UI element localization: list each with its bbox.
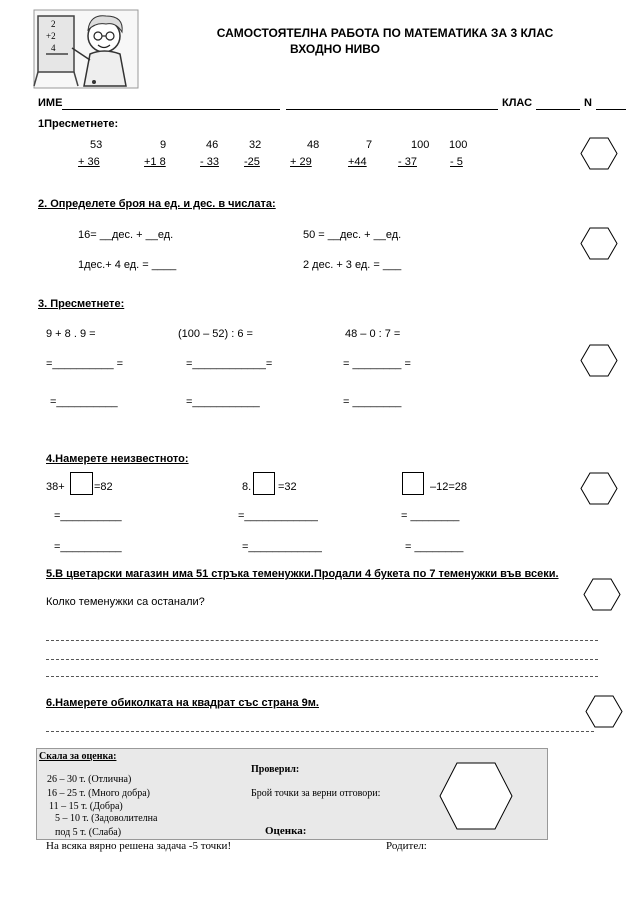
class-field[interactable] — [536, 109, 580, 110]
task4-row3-1: =__________ — [54, 541, 122, 553]
task4-expr1-right: =82 — [94, 481, 113, 493]
task1-bottom-7: - 37 — [398, 156, 417, 168]
number-field[interactable] — [596, 109, 626, 110]
task3-row3-3: = ________ — [343, 396, 402, 408]
score-hexagon-6-icon[interactable] — [585, 695, 623, 728]
task4-unknown-box-2[interactable] — [253, 472, 275, 495]
task1-bottom-6: +44 — [348, 156, 367, 168]
surname-field[interactable] — [286, 109, 498, 110]
task4-expr3-right: –12=28 — [430, 481, 468, 493]
task1-top-7: 100 — [411, 139, 430, 151]
grade-row-1: 26 – 30 т. (Отлична) — [47, 774, 132, 785]
answer-line-3[interactable] — [46, 676, 598, 677]
task3-title: 3. Пресметнете: — [38, 298, 125, 310]
score-hexagon-4-icon[interactable] — [580, 472, 618, 505]
task2-item-1: 16= __дес. + __ед. — [78, 229, 174, 241]
answer-line-2[interactable] — [46, 659, 598, 660]
logo-number-2: +2 — [46, 31, 56, 41]
task4-expr2-right: =32 — [278, 481, 297, 493]
score-hexagon-2-icon[interactable] — [580, 227, 618, 260]
task1-top-1: 53 — [90, 139, 103, 151]
task3-row2-3: = ________ = — [343, 358, 411, 370]
task1-top-4: 32 — [249, 139, 262, 151]
task5-title: 5.В цветарски магазин има 51 стръка теменужки.Продали 4 букета по 7 теменужки във всеки. — [46, 568, 559, 580]
score-hexagon-3-icon[interactable] — [580, 344, 618, 377]
task1-top-6: 7 — [366, 139, 373, 151]
logo-number-1: 2 — [51, 19, 56, 29]
footer-note: На всяка вярно решена задача -5 точки! — [46, 840, 232, 852]
task3-expr-3: 48 – 0 : 7 = — [345, 328, 401, 340]
grade-label: Оценка: — [265, 825, 307, 837]
task6-title: 6.Намерете обиколката на квадрат със страна 9м. — [46, 697, 319, 709]
task1-top-3: 46 — [206, 139, 219, 151]
task5-question: Колко теменужки са останали? — [46, 596, 205, 608]
task3-row2-1: =__________ = — [46, 358, 124, 370]
grading-title: Скала за оценка: — [39, 751, 117, 762]
parent-label: Родител: — [386, 840, 427, 852]
task2-item-2: 50 = __дес. + __ед. — [303, 229, 402, 241]
task1-bottom-5: + 29 — [290, 156, 312, 168]
task3-row2-2: =____________= — [186, 358, 273, 370]
task3-expr-1: 9 + 8 . 9 = — [46, 328, 96, 340]
task1-bottom-8: - 5 — [450, 156, 463, 168]
task4-row2-2: =____________ — [238, 510, 318, 522]
grade-row-5: под 5 т. (Слаба) — [55, 827, 122, 838]
task3-row3-1: =__________ — [50, 396, 118, 408]
answer-line-1[interactable] — [46, 640, 598, 641]
task4-row3-2: =____________ — [242, 541, 322, 553]
task4-row3-3: = ________ — [405, 541, 464, 553]
teacher-logo — [32, 8, 140, 90]
class-label: КЛАС — [502, 97, 533, 109]
points-label: Брой точки за верни отговори: — [251, 788, 381, 799]
logo-number-3: 4 — [51, 43, 56, 53]
task4-title: 4.Намерете неизвестното: — [46, 453, 189, 465]
task4-row2-1: =__________ — [54, 510, 122, 522]
grade-row-4: 5 – 10 т. (Задоволителна — [55, 813, 158, 824]
name-field[interactable] — [62, 109, 280, 110]
task1-top-8: 100 — [449, 139, 468, 151]
task4-unknown-box-3[interactable] — [402, 472, 424, 495]
name-label: ИМЕ — [38, 97, 63, 109]
task1-title: 1Пресметнете: — [38, 118, 119, 130]
task1-top-5: 48 — [307, 139, 320, 151]
score-hexagon-5-icon[interactable] — [583, 578, 621, 611]
task3-row3-2: =___________ — [186, 396, 260, 408]
grade-row-2: 16 – 25 т. (Много добра) — [47, 788, 150, 799]
answer-line-4[interactable] — [46, 731, 594, 732]
task1-bottom-3: - 33 — [200, 156, 219, 168]
page-title: САМОСТОЯТЕЛНА РАБОТА ПО МАТЕМАТИКА ЗА 3 КЛАС — [216, 26, 554, 40]
number-label: N — [584, 97, 592, 109]
total-score-hexagon-icon[interactable] — [439, 762, 513, 830]
score-hexagon-1-icon[interactable] — [580, 137, 618, 170]
task4-expr1-left: 38+ — [46, 481, 65, 493]
task1-bottom-2: +1 8 — [144, 156, 166, 168]
checked-by-label: Проверил: — [251, 764, 300, 775]
teacher-illustration-icon — [32, 8, 140, 90]
task3-expr-2: (100 – 52) : 6 = — [178, 328, 253, 340]
grade-row-3: 11 – 15 т. (Добра) — [49, 801, 123, 812]
task1-top-2: 9 — [160, 139, 167, 151]
task2-title: 2. Определете броя на ед. и дес. в числата: — [38, 198, 276, 210]
task4-row2-3: = ________ — [401, 510, 460, 522]
task4-expr2-left: 8. — [242, 481, 252, 493]
task4-unknown-box-1[interactable] — [70, 472, 93, 495]
task2-item-4: 2 дес. + 3 ед. = ___ — [303, 259, 402, 271]
task1-bottom-1: + 36 — [78, 156, 100, 168]
task2-item-3: 1дес.+ 4 ед. = ____ — [78, 259, 177, 271]
page-subtitle: ВХОДНО НИВО — [290, 42, 380, 56]
task1-bottom-4: -25 — [244, 156, 260, 168]
